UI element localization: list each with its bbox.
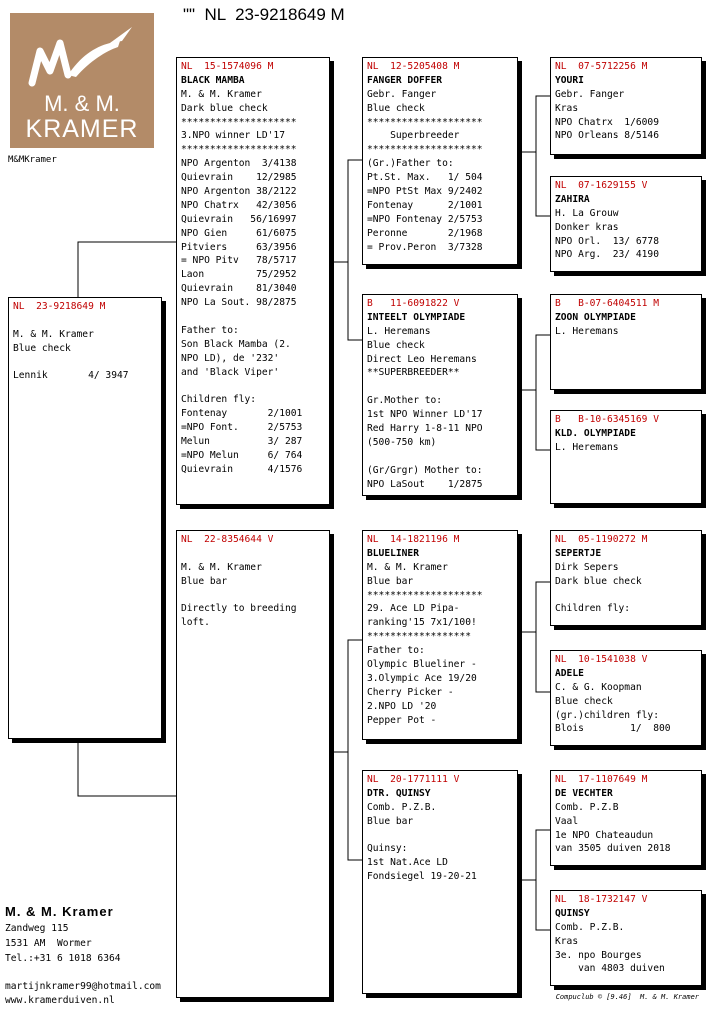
info-line: =NPO Fontenay 2/5753	[367, 213, 483, 225]
info-line: Gebr. Fanger	[555, 88, 625, 100]
info-line: (Gr.)Father to:	[367, 158, 454, 170]
info-line: Children fly:	[555, 603, 631, 615]
info-line: 3.NPO winner LD'17	[181, 130, 285, 142]
info-line: 1st NPO Winner LD'17	[367, 409, 483, 421]
info-line: Olympic Blueliner -	[367, 659, 477, 671]
info-line: Superbreeder	[367, 130, 460, 142]
info-line	[367, 450, 513, 464]
info-line: Dirk Sepers	[555, 561, 619, 573]
info-line: NPO Chatrx 1/6009	[555, 116, 659, 128]
pigeon-card-sire-sire[interactable]	[362, 57, 518, 265]
info-line: Donker kras	[555, 221, 619, 233]
info-line: ********************	[367, 589, 483, 601]
pigeon-card-fmm[interactable]	[550, 410, 702, 504]
info-line: Cherry Picker -	[367, 686, 454, 698]
pigeon-name: DTR. QUINSY	[367, 787, 431, 799]
info-line: 2.NPO LD '20	[367, 700, 437, 712]
info-line: Father to:	[181, 324, 239, 336]
pigeon-name: BLACK MAMBA	[181, 74, 245, 86]
info-line: ********************	[181, 116, 297, 128]
pigeon-card-mff[interactable]	[550, 530, 702, 626]
owner-phone: Tel.:+31 6 1018 6364	[5, 953, 121, 964]
info-line: van 3505 duiven 2018	[555, 843, 671, 855]
info-line: M. & M. Kramer	[181, 561, 262, 573]
info-line: Dark blue check	[181, 102, 268, 114]
owner-city: 1531 AM Wormer	[5, 938, 92, 949]
info-line: = NPO Pitv 78/5717	[181, 255, 297, 267]
info-line: Quievrain 81/3040	[181, 283, 297, 295]
info-line: 3.Olympic Ace 19/20	[367, 672, 477, 684]
info-line: Quievrain 56/16997	[181, 213, 297, 225]
pigeon-name: KLD. OLYMPIADE	[555, 427, 636, 439]
pigeon-card-mmf[interactable]	[550, 770, 702, 866]
ring-number: NL 20-1771111 V	[367, 774, 460, 785]
info-line: ********************	[367, 116, 483, 128]
pigeon-card-dam-dam[interactable]	[362, 770, 518, 994]
ring-number: NL 15-1574096 M	[181, 61, 274, 72]
info-line: (500-750 km)	[367, 436, 437, 448]
info-line: Fontenay 2/1001	[181, 408, 303, 420]
info-line: Quinsy:	[367, 843, 408, 855]
info-line: van 4803 duiven	[555, 963, 665, 975]
info-line: Direct Leo Heremans	[367, 353, 477, 365]
pigeon-name: INTEELT OLYMPIADE	[367, 311, 466, 323]
pigeon-name: SEPERTJE	[555, 547, 602, 559]
info-line: NPO Chatrx 42/3056	[181, 199, 297, 211]
info-line: (gr.)children fly:	[555, 709, 659, 721]
pigeon-card-subject[interactable]	[8, 297, 162, 739]
info-line: NPO Gien 61/6075	[181, 227, 297, 239]
info-line: NPO Arg. 23/ 4190	[555, 249, 659, 261]
email-link[interactable]: martijnkramer99@hotmail.com	[5, 981, 161, 992]
info-line: Kras	[555, 102, 579, 114]
pigeon-card-dam-sire[interactable]	[362, 530, 518, 740]
pigeon-name: ZAHIRA	[555, 193, 590, 205]
info-line: Dark blue check	[555, 575, 642, 587]
info-line	[555, 589, 697, 603]
info-line: M. & M. Kramer	[181, 88, 262, 100]
info-line: NPO Argenton 3/4138	[181, 158, 297, 170]
info-line: 29. Ace LD Pipa-	[367, 603, 460, 615]
info-line: Directly to breeding	[181, 603, 297, 615]
ring-number: NL 23-9218649 M	[13, 301, 106, 312]
info-line: ranking'15 7x1/100!	[367, 617, 477, 629]
info-line: Pitviers 63/3956	[181, 241, 297, 253]
info-line: NPO Orleans 8/5146	[555, 130, 659, 142]
ring-number: NL 22-8354644 V	[181, 534, 274, 545]
info-line: Blue check	[367, 339, 425, 351]
info-line: ********************	[181, 144, 297, 156]
pigeon-name: YOURI	[555, 74, 584, 86]
info-line: L. Heremans	[555, 441, 619, 453]
info-line: NPO LaSout 1/2875	[367, 478, 483, 490]
info-line: (Gr/Grgr) Mother to:	[367, 464, 483, 476]
info-line: Children fly:	[181, 394, 257, 406]
pigeon-card-fmf[interactable]	[550, 294, 702, 390]
pigeon-card-sire-dam[interactable]	[362, 294, 518, 496]
info-line: Blue bar	[367, 575, 414, 587]
info-line: NPO La Sout. 98/2875	[181, 297, 297, 309]
pigeon-card-mfm[interactable]	[550, 650, 702, 746]
owner-name: M. & M. Kramer	[5, 904, 114, 919]
info-line: M. & M. Kramer	[367, 561, 448, 573]
info-line: L. Heremans	[555, 325, 619, 337]
pigeon-name: BLUELINER	[367, 547, 419, 559]
info-line: Gr.Mother to:	[367, 395, 443, 407]
info-line: 1st Nat.Ace LD	[367, 857, 448, 869]
info-line	[13, 356, 157, 370]
info-line: =NPO Melun 6/ 764	[181, 449, 303, 461]
logo-caption: M&MKramer	[8, 155, 57, 165]
info-line: Quievrain 4/1576	[181, 463, 303, 475]
info-line: NPO Orl. 13/ 6778	[555, 235, 659, 247]
info-line: M. & M. Kramer	[13, 328, 94, 340]
contact-block	[5, 980, 161, 1008]
info-line: L. Heremans	[367, 325, 431, 337]
info-line: Son Black Mamba (2.	[181, 338, 291, 350]
info-line: Lennik 4/ 3947	[13, 370, 129, 382]
info-line: Pt.St. Max. 1/ 504	[367, 172, 483, 184]
info-line	[181, 310, 325, 324]
ring-number: B B-07-6404511 M	[555, 298, 659, 309]
info-line: Blue bar	[181, 575, 228, 587]
info-line: Fondsiegel 19-20-21	[367, 871, 477, 883]
pigeon-name: QUINSY	[555, 907, 590, 919]
info-line: 1e NPO Chateaudun	[555, 829, 654, 841]
info-line	[367, 380, 513, 394]
logo-text-line1: M. & M.	[44, 91, 120, 116]
info-line	[181, 547, 325, 561]
info-line: Quievrain 12/2985	[181, 172, 297, 184]
info-line: Peronne 2/1968	[367, 227, 483, 239]
info-line: Blue check	[367, 102, 425, 114]
info-line	[181, 589, 325, 603]
pigeon-card-father[interactable]	[176, 57, 330, 505]
pigeon-card-mother[interactable]	[176, 530, 330, 998]
ring-number: NL 07-5712256 M	[555, 61, 648, 72]
pigeon-card-mmm[interactable]	[550, 890, 702, 986]
info-line: NPO Argenton 38/2122	[181, 186, 297, 198]
info-line: Melun 3/ 287	[181, 436, 303, 448]
page-title: "" NL 23-9218649 M	[183, 5, 345, 24]
ring-number: NL 10-1541038 V	[555, 654, 648, 665]
info-line: Father to:	[367, 645, 425, 657]
pigeon-name: DE VECHTER	[555, 787, 613, 799]
owner-address: Zandweg 115	[5, 923, 69, 934]
pigeon-name: ADELE	[555, 667, 584, 679]
info-line: and 'Black Viper'	[181, 366, 280, 378]
info-line: Comb. P.Z.B	[555, 801, 619, 813]
pigeon-card-ffm[interactable]	[550, 176, 702, 272]
ring-number: B 11-6091822 V	[367, 298, 460, 309]
owner-block	[5, 904, 121, 966]
info-line: Comb. P.Z.B.	[367, 801, 437, 813]
ring-number: NL 05-1190272 M	[555, 534, 648, 545]
info-line: Gebr. Fanger	[367, 88, 437, 100]
info-line: Blue check	[555, 695, 613, 707]
ring-number: NL 18-1732147 V	[555, 894, 648, 905]
info-line: H. La Grouw	[555, 207, 619, 219]
info-line: Kras	[555, 935, 579, 947]
info-line: Red Harry 1-8-11 NPO	[367, 423, 483, 435]
info-line: loft.	[181, 617, 210, 629]
info-line: Blois 1/ 800	[555, 723, 671, 735]
footer-credit: Compuclub © [9.46] M. & M. Kramer	[555, 993, 699, 1001]
info-line: = Prov.Peron 3/7328	[367, 241, 483, 253]
info-line: ********************	[367, 144, 483, 156]
pigeon-name: ZOON OLYMPIADE	[555, 311, 636, 323]
info-line: **SUPERBREEDER**	[367, 367, 460, 379]
info-line: Blue check	[13, 342, 71, 354]
info-line: 3e. npo Bourges	[555, 949, 642, 961]
info-line: Pepper Pot -	[367, 714, 437, 726]
logo-text-line2: KRAMER	[25, 115, 139, 143]
info-line: Laon 75/2952	[181, 269, 297, 281]
info-line	[367, 829, 513, 843]
ring-number: NL 07-1629155 V	[555, 180, 648, 191]
website-link[interactable]: www.kramerduiven.nl	[5, 995, 115, 1006]
pigeon-name: FANGER DOFFER	[367, 74, 443, 86]
info-line: Comb. P.Z.B.	[555, 921, 625, 933]
info-line: Vaal	[555, 815, 579, 827]
info-line: NPO LD), de '232'	[181, 352, 280, 364]
info-line: =NPO Font. 2/5753	[181, 422, 303, 434]
info-line: Fontenay 2/1001	[367, 199, 483, 211]
info-line: C. & G. Koopman	[555, 681, 642, 693]
info-line: ******************	[367, 631, 471, 643]
ring-number: NL 17-1107649 M	[555, 774, 648, 785]
ring-number: NL 12-5205408 M	[367, 61, 460, 72]
pigeon-card-fff[interactable]	[550, 57, 702, 155]
info-line: =NPO PtSt Max 9/2402	[367, 186, 483, 198]
info-line	[13, 314, 157, 328]
ring-number: NL 14-1821196 M	[367, 534, 460, 545]
info-line: Blue bar	[367, 815, 414, 827]
info-line	[181, 379, 325, 393]
ring-number: B B-10-6345169 V	[555, 414, 659, 425]
